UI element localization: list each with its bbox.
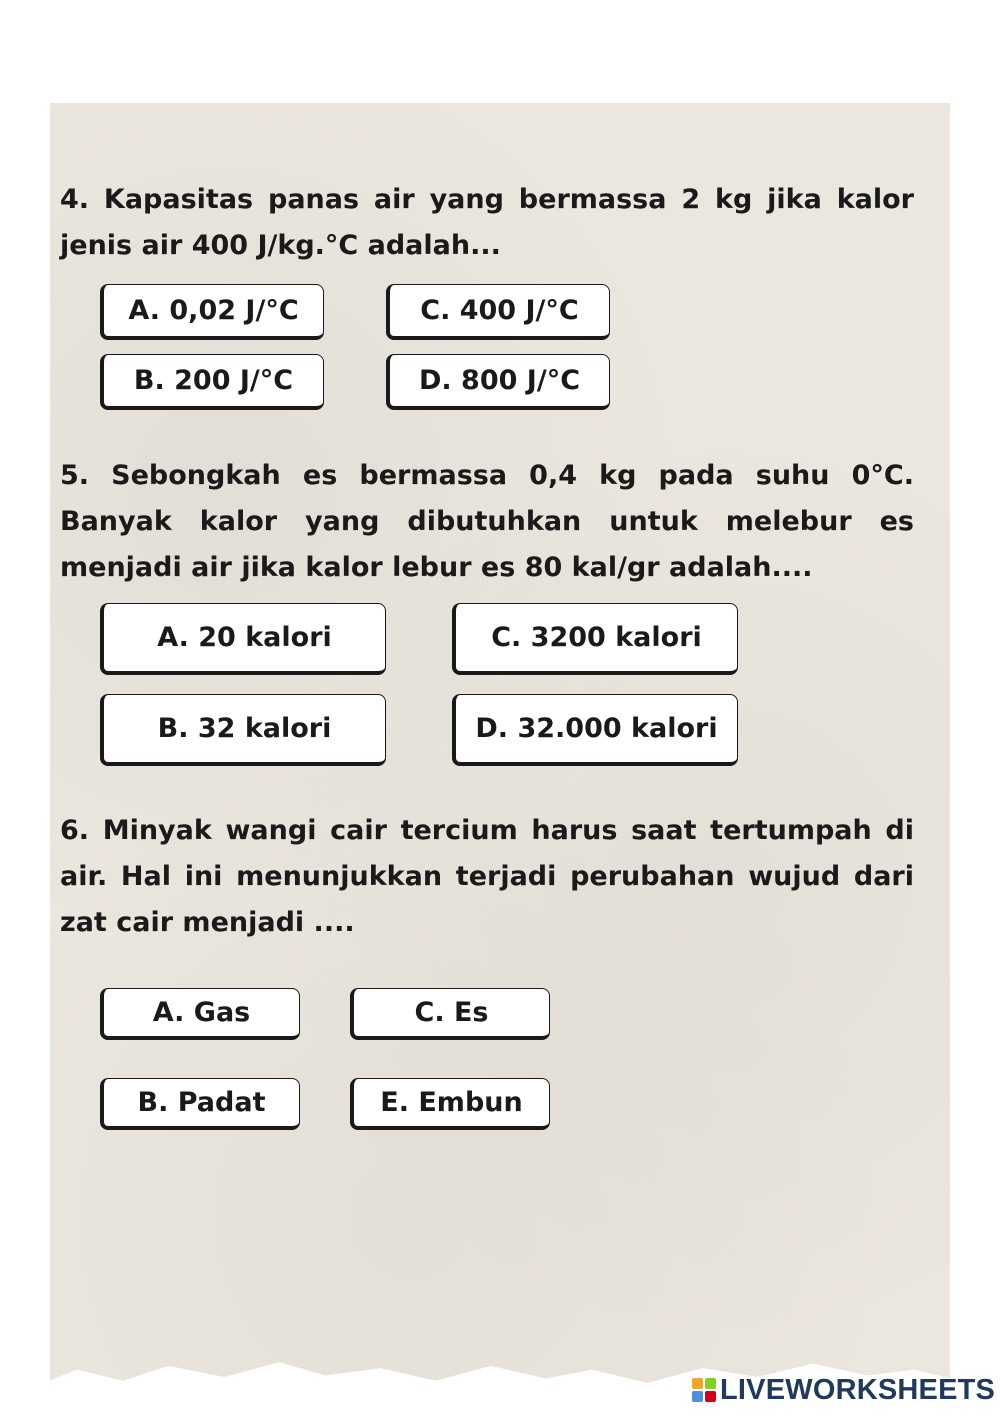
logo-cell <box>705 1391 716 1402</box>
logo-cell <box>705 1378 716 1389</box>
question-5-text: 5. Sebongkah es bermassa 0,4 kg pada suhu 0°C. Banyak kalor yang dibutuhkan untuk melebur es menjadi air jika kalor lebur es 80 kal/gr adalah.... <box>60 460 914 583</box>
question-6-text: 6. Minyak wangi cair tercium harus saat tertumpah di air. Hal ini menunjukkan terjadi perubahan wujud dari zat cair menjadi .... <box>60 815 914 938</box>
q4-option-b[interactable]: B. 200 J/°C <box>100 354 324 410</box>
liveworksheets-logo-icon <box>692 1378 716 1402</box>
logo-cell <box>692 1391 703 1402</box>
q5-option-c[interactable]: C. 3200 kalori <box>452 603 738 675</box>
q5-option-a[interactable]: A. 20 kalori <box>100 603 386 675</box>
question-4-text: 4. Kapasitas panas air yang bermassa 2 kg jika kalor jenis air 400 J/kg.°C adalah... <box>60 184 914 261</box>
q6-option-b[interactable]: B. Padat <box>100 1078 300 1130</box>
q6-option-a[interactable]: A. Gas <box>100 988 300 1040</box>
logo-cell <box>692 1378 703 1389</box>
q5-option-d[interactable]: D. 32.000 kalori <box>452 694 738 766</box>
q5-option-b[interactable]: B. 32 kalori <box>100 694 386 766</box>
q6-option-c[interactable]: C. Es <box>350 988 550 1040</box>
q4-option-c[interactable]: C. 400 J/°C <box>386 284 610 340</box>
q4-option-d[interactable]: D. 800 J/°C <box>386 354 610 410</box>
q6-option-e[interactable]: E. Embun <box>350 1078 550 1130</box>
liveworksheets-brand <box>692 1374 995 1406</box>
q4-option-a[interactable]: A. 0,02 J/°C <box>100 284 324 340</box>
brand-name: LIVEWORKSHEETS <box>720 1373 996 1406</box>
